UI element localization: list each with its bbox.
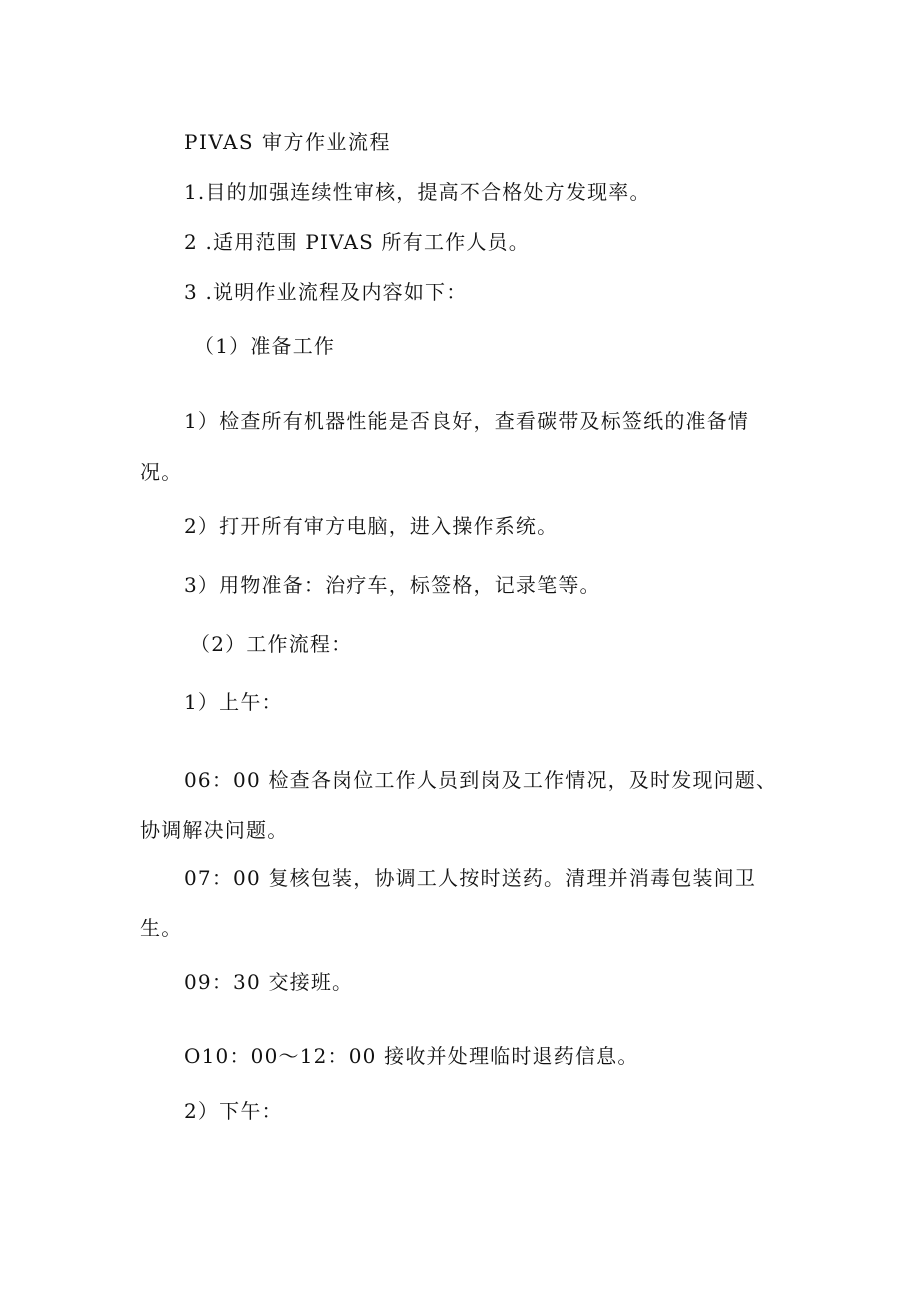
workflow-item-1000: O10：00～12：00 接收并处理临时退药信息。 [184,1044,639,1068]
workflow-item-0700-continued: 生。 [140,916,183,940]
section-description: 3 .说明作业流程及内容如下： [184,280,468,304]
subsection-preparation: （1）准备工作 [194,334,336,358]
workflow-item-0600: 06：00 检查各岗位工作人员到岗及工作情况，及时发现问题、 [184,768,778,792]
document-title: PIVAS 审方作业流程 [184,130,391,154]
section-purpose: 1.目的加强连续性审核，提高不合格处方发现率。 [184,180,651,204]
prep-step-2: 2）打开所有审方电脑，进入操作系统。 [184,514,559,538]
workflow-item-0600-continued: 协调解决问题。 [140,818,289,842]
workflow-item-0930: 09：30 交接班。 [184,970,354,994]
prep-step-1: 1）检查所有机器性能是否良好，查看碳带及标签纸的准备情 [184,409,750,433]
workflow-morning-heading: 1）上午： [184,690,283,714]
workflow-afternoon-heading: 2）下午： [184,1099,283,1123]
prep-step-3: 3）用物准备：治疗车，标签格，记录笔等。 [184,573,601,597]
workflow-item-0700: 07：00 复核包装，协调工人按时送药。清理并消毒包装间卫 [184,866,757,890]
subsection-workflow: （2）工作流程： [190,632,353,656]
prep-step-1-continued: 况。 [140,460,183,484]
section-scope: 2 .适用范围 PIVAS 所有工作人员。 [184,230,530,254]
